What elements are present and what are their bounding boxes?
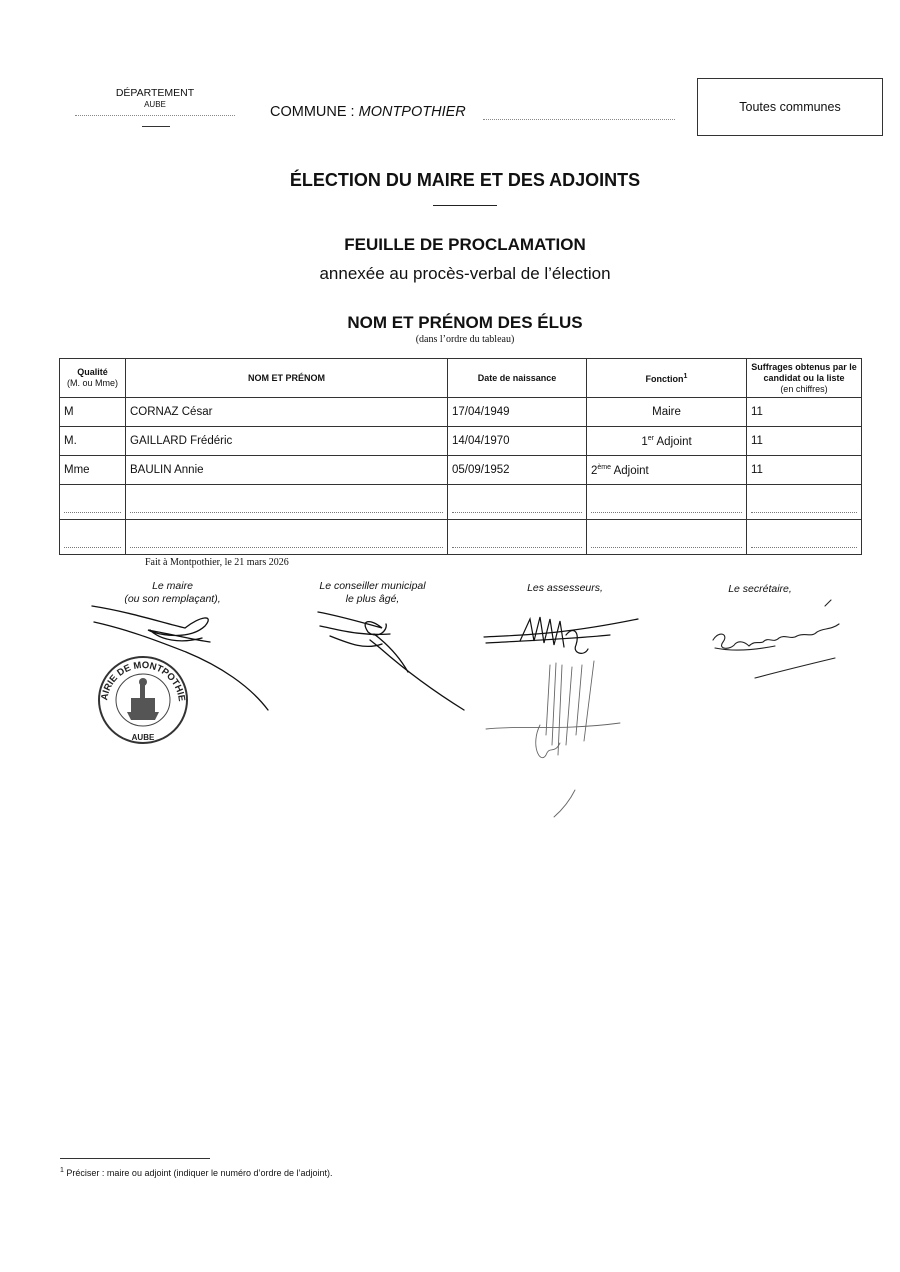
header-suffrages [747, 359, 862, 398]
empty-cell [60, 485, 126, 520]
title-divider [433, 205, 497, 206]
conseiller-label-line2: le plus âgé, [345, 593, 400, 605]
elus-table-body [60, 398, 862, 555]
empty-cell [60, 520, 126, 555]
cell-qualite: Mme [60, 456, 126, 485]
toutes-communes-label: Toutes communes [739, 100, 841, 114]
fonction-number: 2 [591, 464, 598, 477]
header-naissance [448, 359, 587, 398]
cell-qualite: M. [60, 427, 126, 456]
departement-block [75, 87, 235, 111]
maire-label-line2: (ou son remplaçant), [124, 593, 221, 605]
commune-value: MONTPOTHIER [358, 104, 466, 120]
cell-naissance: 17/04/1949 [448, 398, 587, 427]
toutes-communes-box [697, 78, 883, 136]
cell-fonction: Maire [587, 398, 747, 427]
fonction-number: 1 [641, 435, 648, 448]
sheet-title: FEUILLE DE PROCLAMATION [344, 235, 586, 254]
cell-fonction [587, 427, 747, 456]
section-note: (dans l’ordre du tableau) [415, 334, 515, 345]
empty-cell [747, 520, 862, 555]
table-row [60, 398, 862, 427]
header-qualite-sub: (M. ou Mme) [66, 378, 118, 388]
footnote [60, 1167, 333, 1178]
cell-nom: GAILLARD Frédéric [126, 427, 448, 456]
assesseurs-signature [480, 605, 650, 820]
departement-value: AUBE [144, 100, 166, 109]
empty-cell [747, 485, 862, 520]
header-nom [126, 359, 448, 398]
cell-qualite: M [60, 398, 126, 427]
dotted-placeholder [591, 512, 742, 513]
conseiller-label-line1: Le conseiller municipal [319, 580, 426, 592]
empty-cell [587, 520, 747, 555]
mairie-stamp [89, 646, 193, 746]
stamp-bottom-text: AUBE [131, 733, 155, 742]
empty-table-row [60, 520, 862, 555]
footnote-text: Préciser : maire ou adjoint (indiquer le numéro d’ordre de l’adjoint). [66, 1168, 333, 1178]
empty-cell [587, 485, 747, 520]
table-row [60, 456, 862, 485]
dotted-placeholder [452, 512, 582, 513]
conseiller-signature [310, 600, 470, 715]
dotted-placeholder [130, 512, 443, 513]
assesseurs-signature-label: Les assesseurs, [527, 582, 603, 594]
maire-label-line1: Le maire [152, 580, 193, 592]
empty-cell [448, 485, 587, 520]
empty-cell [448, 520, 587, 555]
annex-subtitle: annexée au procès-verbal de l’élection [319, 264, 611, 283]
header-naissance-label: Date de naissance [477, 372, 557, 383]
dotted-placeholder [130, 547, 443, 548]
main-title: ÉLECTION DU MAIRE ET DES ADJOINTS [289, 170, 641, 190]
header-fonction [587, 359, 747, 398]
cell-suffrages: 11 [747, 456, 862, 485]
departement-divider [142, 126, 170, 127]
elus-table [59, 358, 862, 555]
cell-nom: CORNAZ César [126, 398, 448, 427]
empty-cell [126, 485, 448, 520]
cell-suffrages: 11 [747, 427, 862, 456]
fonction-ordinal: ème [597, 463, 612, 471]
dotted-placeholder [64, 512, 121, 513]
table-header-row [60, 359, 862, 398]
header-nom-label: NOM ET PRÉNOM [247, 372, 325, 383]
commune-dotted-line [483, 119, 675, 120]
departement-label: DÉPARTEMENT [115, 87, 195, 99]
header-suffrages-sub: (en chiffres) [780, 383, 828, 394]
dotted-placeholder [64, 547, 121, 548]
fonction-suffix: Adjoint [653, 435, 692, 448]
cell-nom: BAULIN Annie [126, 456, 448, 485]
fonction-suffix: Adjoint [611, 464, 649, 477]
header-suffrages-label: Suffrages obtenus par le candidat ou la liste [751, 361, 857, 383]
cell-fonction [587, 456, 747, 485]
section-title: NOM ET PRÉNOM DES ÉLUS [347, 313, 583, 332]
empty-table-row [60, 485, 862, 520]
secretaire-signature [705, 600, 850, 685]
footnote-ref: 1 [683, 373, 688, 380]
departement-dotted-line [75, 115, 235, 116]
cell-naissance: 05/09/1952 [448, 456, 587, 485]
footnote-divider [60, 1158, 210, 1159]
table-row [60, 427, 862, 456]
dotted-placeholder [751, 547, 857, 548]
dotted-placeholder [751, 512, 857, 513]
header-qualite-label: Qualité [77, 367, 108, 377]
secretaire-signature-label: Le secrétaire, [728, 583, 792, 595]
header-fonction-label: Fonction [645, 374, 684, 384]
cell-suffrages: 11 [747, 398, 862, 427]
dotted-placeholder [591, 547, 742, 548]
commune-label: COMMUNE : [270, 104, 355, 120]
cell-naissance: 14/04/1970 [448, 427, 587, 456]
fonction-ordinal: er [647, 434, 654, 442]
commune-line-text [270, 104, 466, 120]
fait-a-line: Fait à Montpothier, le 21 mars 2026 [145, 557, 289, 568]
dotted-placeholder [452, 547, 582, 548]
footnote-marker: 1 [60, 1167, 64, 1174]
stamp-ring-text: MAIRIE DE MONTPOTHIER [89, 646, 187, 703]
empty-cell [126, 520, 448, 555]
header-qualite [60, 359, 126, 398]
